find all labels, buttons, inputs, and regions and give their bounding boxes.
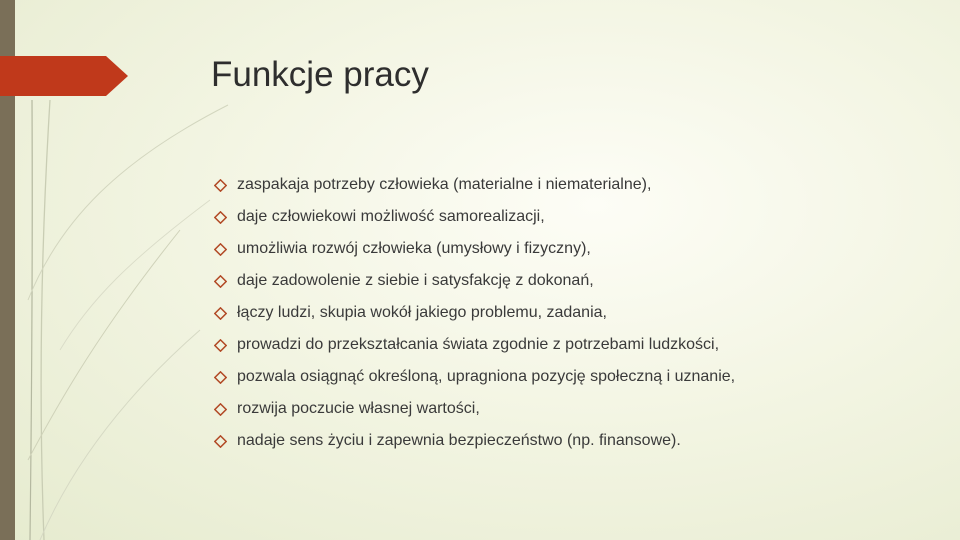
list-item bbox=[214, 297, 735, 329]
list-item bbox=[214, 361, 735, 393]
list-item bbox=[214, 265, 735, 297]
list-item bbox=[214, 329, 735, 361]
diamond-outline-icon bbox=[214, 435, 227, 448]
list-item bbox=[214, 393, 735, 425]
list-item bbox=[214, 169, 735, 201]
title-accent-tab bbox=[0, 56, 128, 96]
list-item bbox=[214, 425, 735, 457]
slide-title: Funkcje pracy bbox=[211, 55, 429, 94]
bullet-text: rozwija poczucie własnej wartości, bbox=[237, 400, 480, 417]
diamond-outline-icon bbox=[214, 339, 227, 352]
diamond-outline-icon bbox=[214, 243, 227, 256]
list-item bbox=[214, 233, 735, 265]
bullet-text: zaspakaja potrzeby człowieka (materialne i niematerialne), bbox=[237, 176, 652, 193]
diamond-outline-icon bbox=[214, 371, 227, 384]
bullet-text: daje człowiekowi możliwość samorealizacji, bbox=[237, 208, 545, 225]
list-item bbox=[214, 201, 735, 233]
diamond-outline-icon bbox=[214, 307, 227, 320]
diamond-outline-icon bbox=[214, 211, 227, 224]
bullet-text: umożliwia rozwój człowieka (umysłowy i fizyczny), bbox=[237, 240, 591, 257]
bullet-text: nadaje sens życiu i zapewnia bezpieczeństwo (np. finansowe). bbox=[237, 432, 681, 449]
bullet-text: łączy ludzi, skupia wokół jakiego problemu, zadania, bbox=[237, 304, 607, 321]
bullet-list bbox=[214, 169, 735, 457]
bullet-text: daje zadowolenie z siebie i satysfakcję z dokonań, bbox=[237, 272, 594, 289]
diamond-outline-icon bbox=[214, 403, 227, 416]
bullet-text: prowadzi do przekształcania świata zgodnie z potrzebami ludzkości, bbox=[237, 336, 720, 353]
diamond-outline-icon bbox=[214, 275, 227, 288]
bullet-text: pozwala osiągnąć określoną, upragniona pozycję społeczną i uznanie, bbox=[237, 368, 736, 385]
diamond-outline-icon bbox=[214, 179, 227, 192]
